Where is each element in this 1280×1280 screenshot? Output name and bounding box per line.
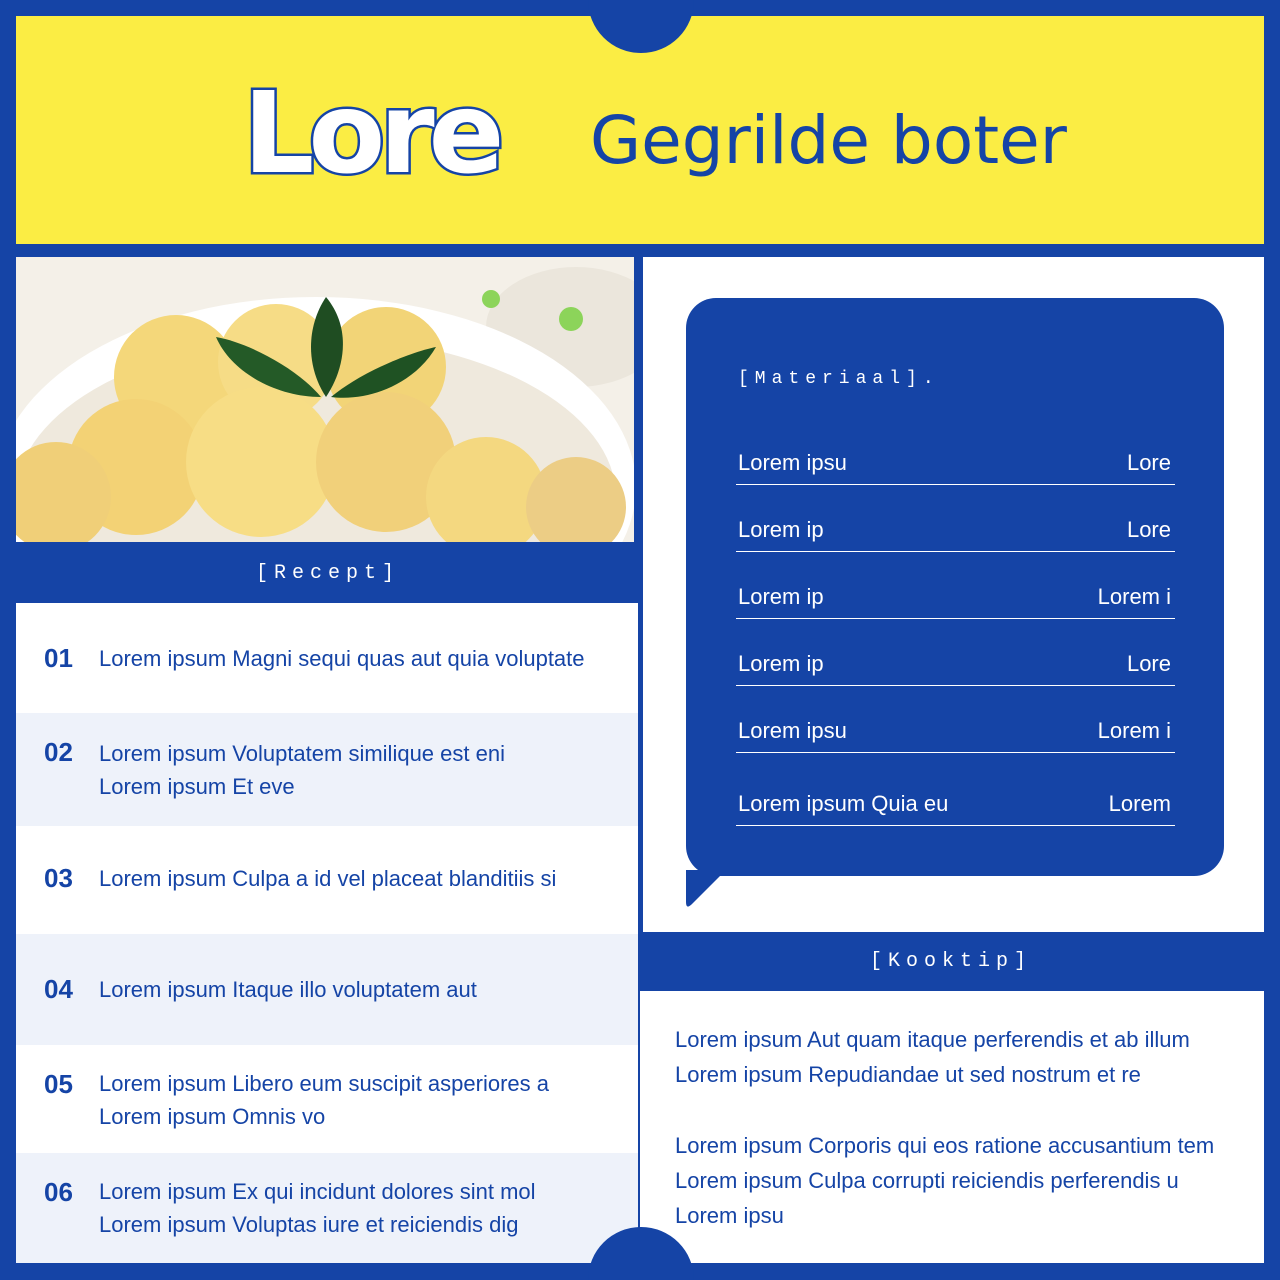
material-quantity: Lorem i xyxy=(1097,718,1171,743)
list-item xyxy=(16,934,638,1045)
material-name: Lorem ipsum Quia eu xyxy=(738,791,949,816)
material-name: Lorem ipsu xyxy=(738,718,847,743)
material-name: Lorem ip xyxy=(738,651,824,676)
step-text: Lorem ipsum Magni sequi quas aut quia voluptate xyxy=(99,646,585,671)
material-row xyxy=(736,444,1175,485)
recipe-label: [Recept] xyxy=(255,562,400,585)
material-name: Lorem ip xyxy=(738,584,824,609)
material-quantity: Lore xyxy=(1126,450,1171,475)
tip-paragraph: Lorem ipsum Aut quam itaque perferendis et ab illum Lorem ipsum Repudiandae ut sed nostrum et re xyxy=(675,1027,1190,1087)
step-number: 05 xyxy=(44,1069,73,1099)
material-name: Lorem ipsu xyxy=(738,450,847,475)
list-item xyxy=(16,603,638,713)
list-item xyxy=(16,826,638,934)
potato-balls-illustration xyxy=(16,257,634,542)
step-text: Lorem ipsum Libero eum suscipit asperiores a Lorem ipsum Omnis vo xyxy=(99,1071,549,1129)
material-quantity: Lorem xyxy=(1108,791,1171,816)
speech-bubble-tail xyxy=(684,870,734,910)
step-number: 04 xyxy=(44,974,73,1004)
list-item xyxy=(16,1045,638,1153)
tip-paragraph: Lorem ipsum Corporis qui eos ratione accusantium tem Lorem ipsum Culpa corrupti reiciendis perferendis u Lorem ipsu xyxy=(675,1133,1215,1228)
material-quantity: Lorem i xyxy=(1097,584,1171,609)
step-text: Lorem ipsum Voluptatem similique est eni Lorem ipsum Et eve xyxy=(99,741,505,799)
material-row xyxy=(736,645,1175,686)
step-number: 03 xyxy=(44,863,73,893)
step-text: Lorem ipsum Ex qui incidunt dolores sint mol Lorem ipsum Voluptas iure et reiciendis dig xyxy=(99,1179,536,1237)
food-photo xyxy=(16,257,634,542)
page-title: Gegrilde boter xyxy=(590,102,1067,179)
logo: Lore xyxy=(243,69,499,199)
step-number: 06 xyxy=(44,1177,73,1207)
list-item xyxy=(16,713,638,826)
material-row xyxy=(736,511,1175,552)
list-item xyxy=(16,1153,638,1263)
material-row xyxy=(736,712,1175,753)
recipe-steps-list xyxy=(16,603,638,1263)
material-quantity: Lore xyxy=(1126,517,1171,542)
step-number: 01 xyxy=(44,643,73,673)
material-quantity: Lore xyxy=(1126,651,1171,676)
materials-label: [Materiaal]. xyxy=(738,369,940,389)
material-name: Lorem ip xyxy=(738,517,824,542)
cooking-tip-label: [Kooktip] xyxy=(869,950,1033,973)
material-row xyxy=(736,578,1175,619)
step-text: Lorem ipsum Itaque illo voluptatem aut xyxy=(99,977,477,1002)
material-row xyxy=(736,785,1175,826)
step-text: Lorem ipsum Culpa a id vel placeat blanditiis si xyxy=(99,866,557,891)
step-number: 02 xyxy=(44,737,73,767)
